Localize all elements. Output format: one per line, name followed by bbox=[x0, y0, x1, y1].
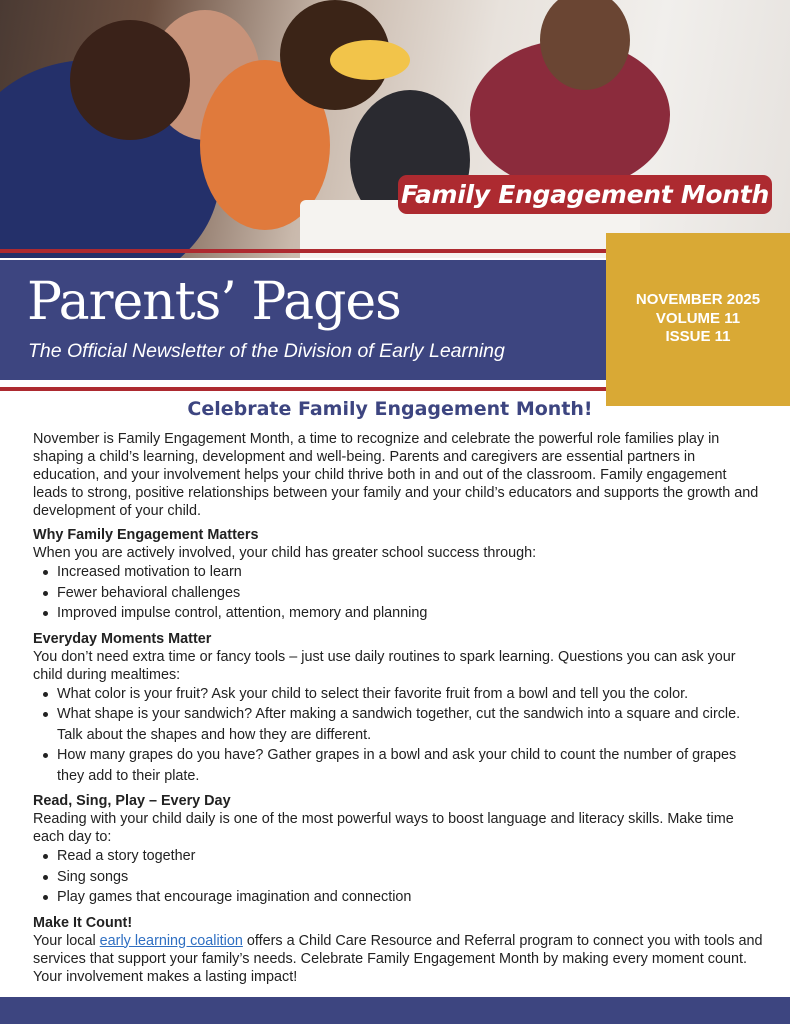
newsletter-subtitle: The Official Newsletter of the Division of Early Learning bbox=[28, 340, 505, 362]
section-text: When you are actively involved, your child has greater school success through: bbox=[33, 545, 537, 561]
list-item: Increased motivation to learn bbox=[41, 562, 763, 583]
section-text: Reading with your child daily is one of the most powerful ways to boost language and literacy skills. Make time each day to: bbox=[33, 811, 734, 845]
list-item: Sing songs bbox=[41, 867, 763, 888]
list-item: Read a story together bbox=[41, 846, 763, 867]
masthead bbox=[0, 260, 606, 380]
section-why-engagement bbox=[33, 526, 763, 624]
section-heading: Why Family Engagement Matters bbox=[33, 527, 259, 543]
issue-month: NOVEMBER 2025 bbox=[635, 291, 761, 308]
list-item: Improved impulse control, attention, memory and planning bbox=[41, 603, 763, 624]
article-title: Celebrate Family Engagement Month! bbox=[187, 398, 593, 420]
closing-text-end: offers a Child Care Resource and Referral program to connect you with tools and services that support your family’s needs. Celebrate Family Engagement Month by making every moment count. Your involvement makes a lasting impact! bbox=[33, 932, 763, 985]
early-learning-coalition-link[interactable]: early learning coalition bbox=[99, 932, 243, 949]
newsletter-title: Parents’ Pages bbox=[27, 272, 401, 332]
header-photo bbox=[0, 0, 790, 258]
list-item: What shape is your sandwich? After making a sandwich together, cut the sandwich into a square and circle. Talk about the shapes and how they are different. bbox=[41, 704, 763, 745]
issue-volume: VOLUME 11 bbox=[655, 309, 741, 327]
family-engagement-month-banner: Family Engagement Month bbox=[398, 175, 772, 214]
section-make-it-count bbox=[33, 914, 763, 986]
section-everyday-moments bbox=[33, 630, 763, 787]
section-heading: Make It Count! bbox=[33, 914, 133, 931]
closing-text bbox=[33, 932, 763, 986]
issue-number: ISSUE 11 bbox=[665, 328, 731, 345]
list-item: Play games that encourage imagination and connection bbox=[41, 887, 763, 908]
closing-text-start: Your local bbox=[33, 932, 100, 949]
article-body bbox=[33, 430, 763, 986]
section-read-sing-play bbox=[33, 792, 763, 908]
section-heading: Read, Sing, Play – Every Day bbox=[33, 793, 231, 809]
list-item: What color is your fruit? Ask your child to select their favorite fruit from a bowl and tell you the color. bbox=[41, 684, 763, 705]
intro-paragraph: November is Family Engagement Month, a time to recognize and celebrate the powerful role families play in shaping a child’s learning, development and well-being. Parents and caregivers are essential partners in education, and your involvement helps your child thrive both in and out of the classroom. Family engagement leads to strong, positive relationships between your family and your child’s educators and supports the growth and development of your child. bbox=[33, 431, 759, 519]
list-item: Fewer behavioral challenges bbox=[41, 583, 763, 604]
list-item: How many grapes do you have? Gather grapes in a bowl and ask your child to count the number of grapes they add to their plate. bbox=[41, 745, 763, 786]
section-heading: Everyday Moments Matter bbox=[33, 630, 212, 647]
footer-bar bbox=[0, 997, 790, 1024]
issue-info-box bbox=[606, 233, 790, 406]
section-text: You don’t need extra time or fancy tools – just use daily routines to spark learning. Questions you can ask your child during mealtimes: bbox=[33, 648, 736, 683]
